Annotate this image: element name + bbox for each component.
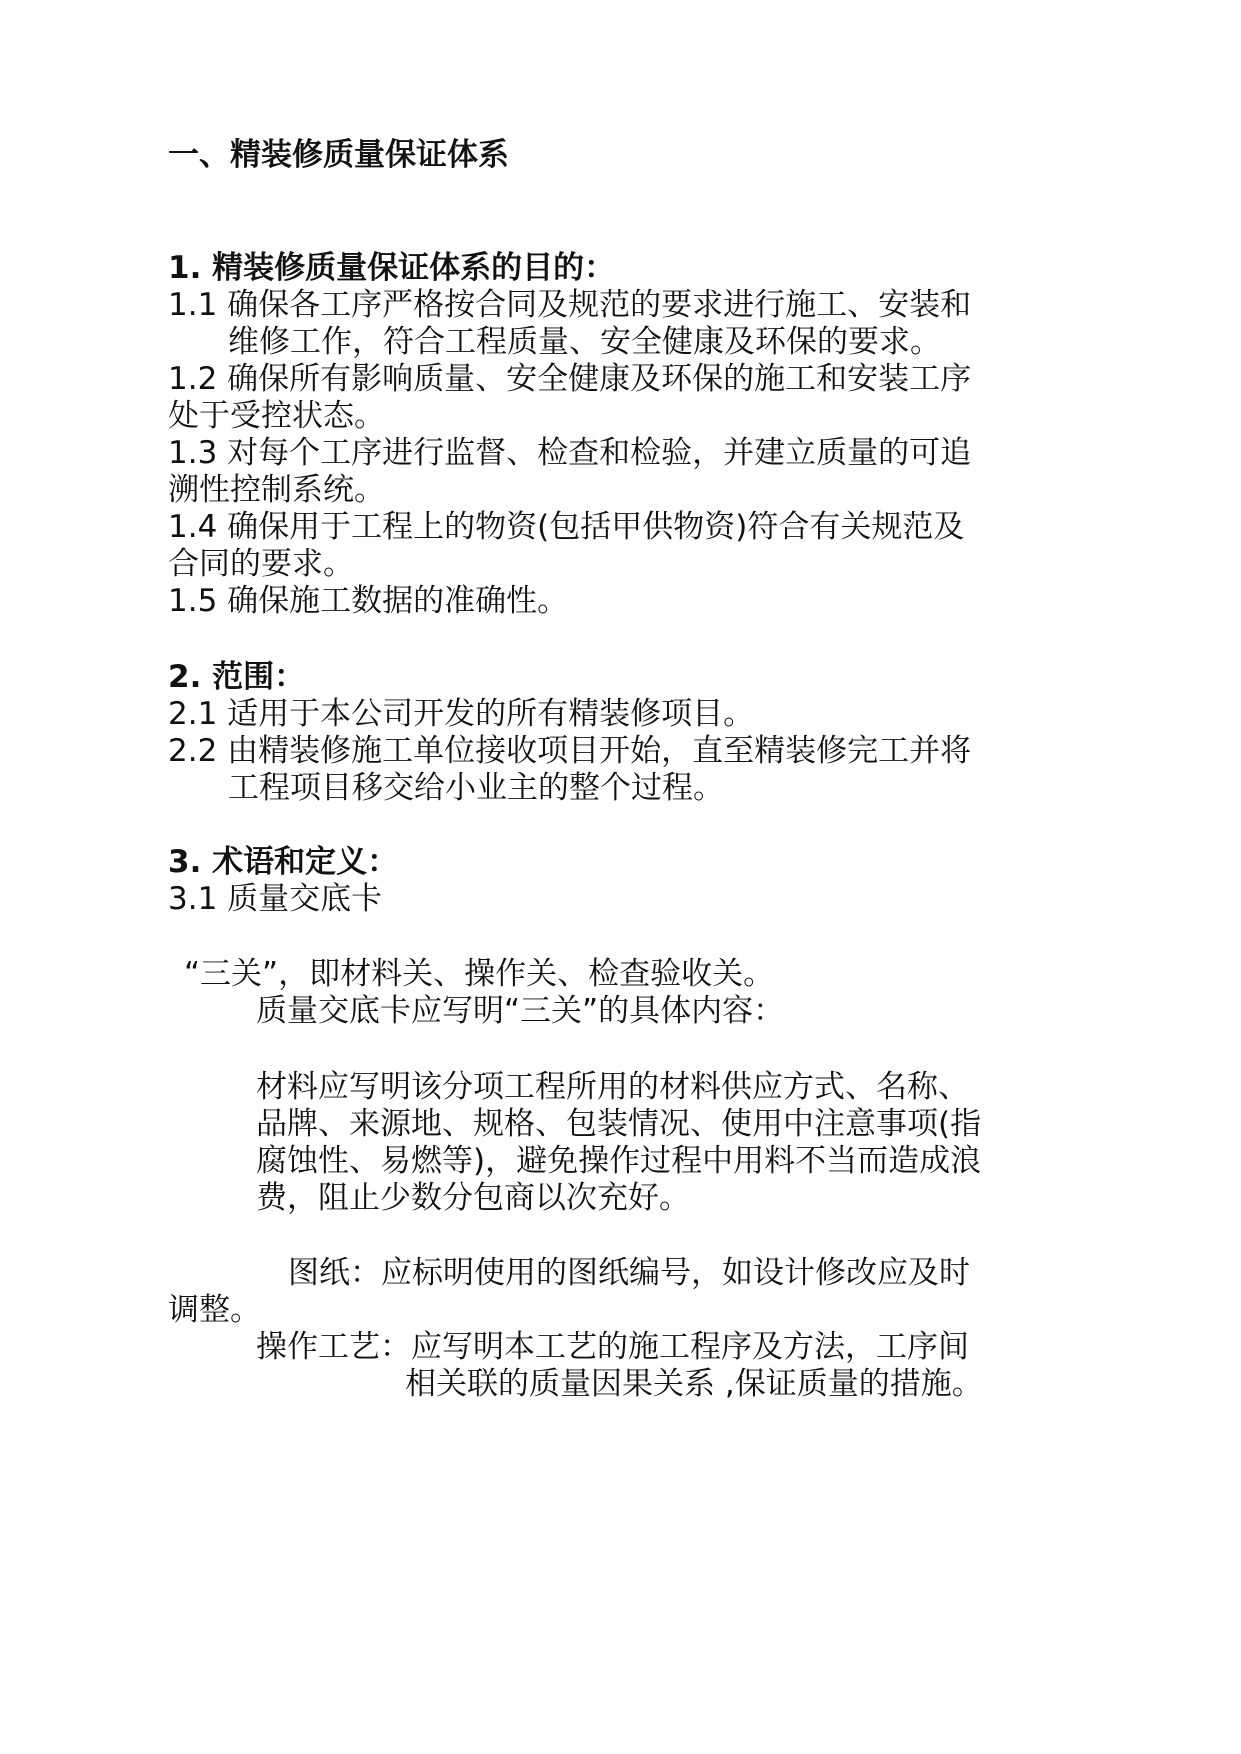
section3-heading: 3. 术语和定义： [168, 844, 399, 880]
drawing-line1: 图纸：应标明使用的图纸编号，如设计修改应及时 [288, 1255, 970, 1291]
item-1-4-line1: 1.4 确保用于工程上的物资(包括甲供物资)符合有关规范及 [168, 509, 965, 545]
material-line2: 品牌、来源地、规格、包装情况、使用中注意事项(指 [256, 1106, 982, 1142]
section2-heading: 2. 范围： [168, 659, 306, 695]
material-line1: 材料应写明该分项工程所用的材料供应方式、名称、 [256, 1069, 969, 1105]
card-intro: 质量交底卡应写明“三关”的具体内容： [256, 993, 785, 1029]
material-line4: 费，阻止少数分包商以次充好。 [256, 1180, 690, 1216]
process-line1: 操作工艺：应写明本工艺的施工程序及方法，工序间 [256, 1329, 969, 1365]
item-1-2-line1: 1.2 确保所有影响质量、安全健康及环保的施工和安装工序 [168, 361, 972, 397]
drawing-line2: 调整。 [168, 1292, 261, 1328]
item-1-3-line1: 1.3 对每个工序进行监督、检查和检验，并建立质量的可追 [168, 435, 972, 471]
section1-heading: 1. 精装修质量保证体系的目的： [168, 250, 616, 286]
item-1-1-line1: 1.1 确保各工序严格按合同及规范的要求进行施工、安装和 [168, 287, 972, 323]
item-1-1-line2: 维修工作，符合工程质量、安全健康及环保的要求。 [228, 324, 941, 360]
item-1-3-line2: 溯性控制系统。 [168, 472, 385, 508]
item-1-4-line2: 合同的要求。 [168, 546, 354, 582]
process-line2: 相关联的质量因果关系 ,保证质量的措施。 [405, 1366, 983, 1402]
item-2-2-line2: 工程项目移交给小业主的整个过程。 [228, 770, 724, 806]
item-3-1: 3.1 质量交底卡 [168, 881, 383, 917]
item-2-1: 2.1 适用于本公司开发的所有精装修项目。 [168, 696, 755, 732]
item-1-2-line2: 处于受控状态。 [168, 398, 385, 434]
material-line3: 腐蚀性、易燃等)，避免操作过程中用料不当而造成浪 [256, 1143, 982, 1179]
item-1-5: 1.5 确保施工数据的准确性。 [168, 583, 569, 619]
item-2-2-line1: 2.2 由精装修施工单位接收项目开始，直至精装修完工并将 [168, 733, 972, 769]
page-title: 一、精装修质量保证体系 [168, 137, 509, 173]
sanguan-definition: “三关”，即材料关、操作关、检查验收关。 [184, 956, 775, 992]
